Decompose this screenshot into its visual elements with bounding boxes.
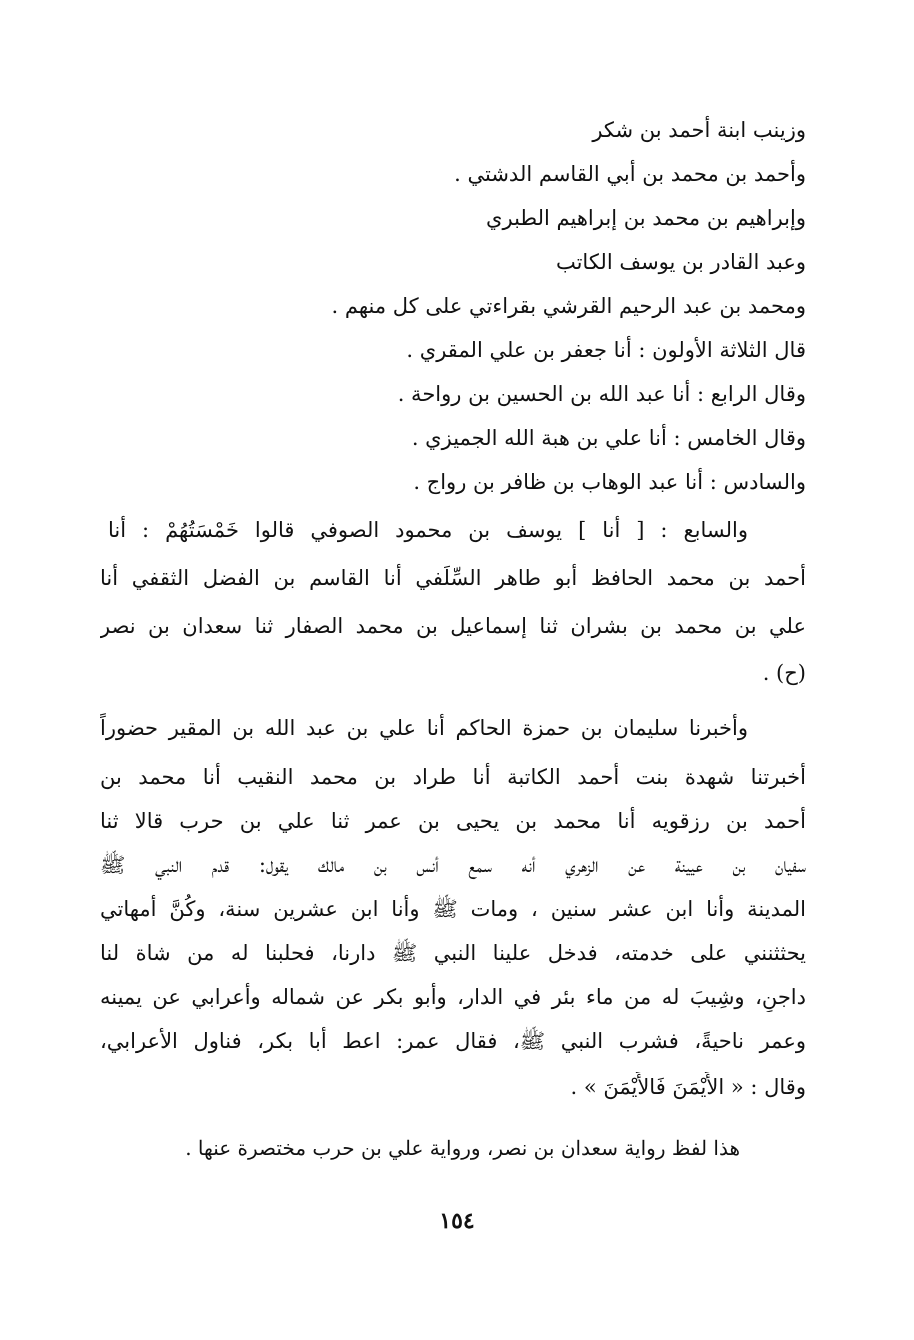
- text-line-7: وقال الرابع : أنا عبد الله بن الحسين بن رواحة .: [397, 382, 806, 406]
- text-line-20: داجنٍ، وشِيبَ له من ماء بئر في الدار، وأبو بكر عن شماله وأعرابي عن يمينه: [100, 985, 806, 1009]
- page-number: ١٥٤: [439, 1208, 475, 1234]
- text-line-14: وأخبرنا سليمان بن حمزة الحاكم أنا علي بن عبد الله بن المقير حضوراً: [100, 716, 748, 740]
- text-line-15: أخبرتنا شهدة بنت أحمد الكاتبة أنا طراد بن محمد النقيب أنا محمد بن: [100, 765, 806, 789]
- text-line-5: ومحمد بن عبد الرحيم القرشي بقراءتي على كل منهم .: [331, 294, 806, 318]
- text-line-1: وزينب ابنة أحمد بن شكر: [592, 118, 806, 142]
- text-line-2: وأحمد بن محمد بن أبي القاسم الدشتي .: [454, 162, 806, 186]
- text-line-11: أحمد بن محمد الحافظ أبو طاهر السِّلَفي أنا القاسم بن الفضل الثقفي أنا: [100, 566, 806, 590]
- text-line-12: علي بن محمد بن بشران ثنا إسماعيل بن محمد الصفار ثنا سعدان بن نصر: [100, 614, 806, 638]
- text-line-10: والسابع : [ أنا ] يوسف بن محمود الصوفي قالوا خَمْسَتُهُمْ : أنا: [108, 518, 748, 542]
- text-line-6: قال الثلاثة الأولون : أنا جعفر بن علي المقري .: [406, 338, 806, 362]
- text-line-22: وقال : « الأَيْمَنَ فَالأَيْمَنَ » .: [570, 1075, 806, 1099]
- text-line-8: وقال الخامس : أنا علي بن هبة الله الجميزي .: [411, 426, 806, 450]
- text-line-9: والسادس : أنا عبد الوهاب بن ظافر بن رواج .: [413, 470, 806, 494]
- text-line-18: المدينة وأنا ابن عشر سنين ، ومات ﷺ وأنا ابن عشرين سنة، وكُنَّ أمهاتي: [100, 897, 806, 921]
- text-line-21: وعمر ناحيةً، فشرب النبي ﷺ، فقال عمر: اعط أبا بكر، فناول الأعرابي،: [100, 1029, 806, 1053]
- text-line-17: سفيان بن عيينة عن الزهري أنه سمع أنس بن مالك يقول: قدم النبي ﷺ: [100, 853, 806, 877]
- text-line-4: وعبد القادر بن يوسف الكاتب: [555, 250, 806, 274]
- text-line-3: وإبراهيم بن محمد بن إبراهيم الطبري: [486, 206, 806, 230]
- text-line-16: أحمد بن رزقويه أنا محمد بن يحيى بن عمر ثنا علي بن حرب قالا ثنا: [100, 809, 806, 833]
- closing-note: هذا لفظ رواية سعدان بن نصر، ورواية علي بن حرب مختصرة عنها .: [185, 1136, 740, 1160]
- text-line-19: يحثثنني على خدمته، فدخل علينا النبي ﷺ دارنا، فحلبنا له من شاة لنا: [100, 941, 806, 965]
- text-line-13: (ح) .: [762, 661, 806, 685]
